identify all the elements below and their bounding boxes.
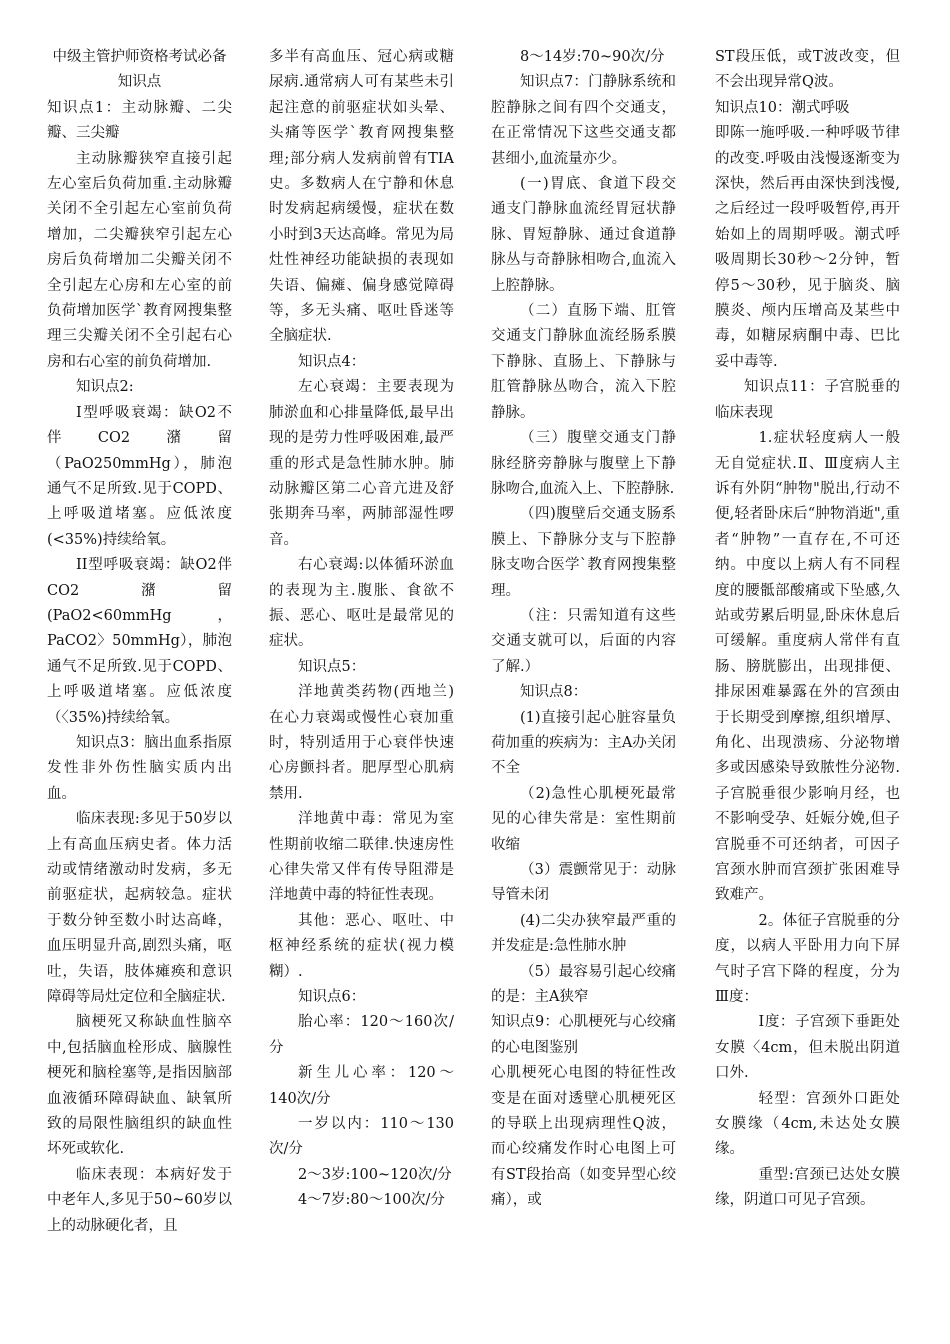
heading-point-4: 知识点4： (298, 353, 366, 370)
paragraph: 心肌梗死心电图的特征性改变是在面对透壁心肌梗死区的导联上出现病理性Q波，而心绞痛发作时心电图上可有ST段抬高（如变异型心绞痛），或 (491, 1065, 676, 1209)
list-item: 8～14岁:70~90次/分 (520, 49, 665, 65)
heading-point-3: 知识点3：脑出血系指原发性非外伤性脑实质内出血。 (47, 734, 232, 802)
paragraph: 即陈一施呼吸.一种呼吸节律的改变.呼吸由浅慢逐渐变为深快，然后再由深快到浅慢,之后经过一段呼吸暂停,再开始如上的周期呼吸。潮式呼吸周期长30秒～2分钟，暂停5～30秒，见于脑炎、脑膜炎、颅内压增高及某些中毒，如糖尿病酮中毒、巴比妥中毒等. (715, 125, 900, 370)
note: （注：只需知道有这些交通支就可以，后面的内容了解.） (491, 607, 676, 675)
column-2 (269, 45, 454, 1214)
paragraph: 右心衰竭:以体循环淤血的表现为主.腹胀、食欲不振、恶心、呕吐是最常见的症状。 (269, 557, 454, 650)
heading-point-5: 知识点5： (298, 658, 366, 675)
list-item: 4～7岁:80～100次/分 (298, 1192, 445, 1209)
column-1 (47, 45, 232, 1239)
paragraph: (一)胃底、食道下段交通支门静脉血流经胃冠状静脉、胃短静脉、通过食道静脉丛与奇静脉相吻合,血流入上腔静脉。 (491, 176, 676, 294)
paragraph: 临床表现:多见于50岁以上有高血压病史者。体力活动或情绪激动时发病，多无前驱症状，起病较急。症状于数分钟至数小时达高峰，血压明显升高,剧烈头痛，呕吐，失语，肢体瘫痪和意识障碍等局灶定位和全脑症状. (47, 811, 232, 1006)
paragraph: 主动脉瓣狭窄直接引起左心室后负荷加重.主动脉瓣关闭不全引起左心室前负荷增加，二尖瓣狭窄引起左心房后负荷增加二尖瓣关闭不全引起左心房和左心室的前负荷增加医学`教育网搜集整理三尖瓣关闭不全引起右心房和右心室的前负荷增加. (47, 150, 232, 370)
paragraph: 其他：恶心、呕吐、中枢神经系统的症状(视力模糊）. (269, 912, 454, 980)
paragraph: 左心衰竭：主要表现为肺淤血和心排量降低,最早出现的是劳力性呼吸困难,最严重的形式是急性肺水肿。肺动脉瓣区第二心音亢进及舒张期奔马率，两肺部湿性啰音。 (269, 379, 454, 548)
paragraph: 轻型：宫颈外口距处女膜缘（4cm,未达处女膜缘。 (715, 1090, 900, 1158)
heading-point-9: 知识点9：心肌梗死与心绞痛的心电图鉴别 (491, 1014, 676, 1056)
heading-point-2: 知识点2: (76, 379, 134, 396)
paragraph: （二）直肠下端、肛管交通支门静脉血流经肠系膜下静脉、直肠上、下静脉与肛管静脉丛吻合，流入下腔静脉。 (491, 303, 676, 421)
heading-point-7: 知识点7：门静脉系统和腔静脉之间有四个交通支，在正常情况下这些交通支都甚细小,血流量亦少。 (491, 74, 676, 167)
list-item: (4)二尖办狭窄最严重的并发症是:急性肺水肿 (491, 912, 676, 955)
paragraph: 洋地黄类药物(西地兰)在心力衰竭或慢性心衰加重时，特别适用于心衰伴快速心房颤抖者。肥厚型心肌病禁用. (269, 684, 454, 802)
paragraph: 1.症状轻度病人一般无自觉症状.Ⅱ、Ⅲ度病人主诉有外阴“肿物"脱出,行动不便,轻者卧床后“肿物消逝",重者“肿物”一直存在,不可还纳。中度以上病人有不同程度的腰骶部酸痛或下坠感,久站或劳累后明显,卧床休息后可缓解。重度病人常伴有直肠、膀胱膨出，出现排便、排尿困难暴露在外的宫颈由于长期受到摩擦,组织增厚、角化、出现溃疡、分泌物增多或因感染导致脓性分泌物.子宫脱垂很少影响月经，也不影响受孕、妊娠分娩,但子宫脱垂不可还纳者，可因子宫颈水肿而宫颈扩张困难导致难产。 (715, 430, 900, 904)
heading-point-1: 知识点1：主动脉瓣、二尖瓣、三尖瓣 (47, 99, 232, 142)
heading-point-6: 知识点6： (298, 989, 366, 1006)
list-item: (1)直接引起心脏容量负荷加重的疾病为：主A办关闭不全 (491, 709, 676, 777)
paragraph: Ⅰ度：子宫颈下垂距处女膜〈4cm，但未脱出阴道口外. (715, 1014, 900, 1082)
list-item: 一岁以内：110～130次/分 (269, 1116, 454, 1158)
paragraph: 临床表现：本病好发于中老年人,多见于50~60岁以上的动脉硬化者，且 (47, 1166, 232, 1234)
paragraph: （三）腹壁交通支门静脉经脐旁静脉与腹壁上下静脉吻合,血流入上、下腔静脉. (491, 430, 676, 497)
paragraph: 重型:宫颈已达处女膜缘，阴道口可见子宫颈。 (715, 1166, 900, 1209)
list-item: 2～3岁:100~120次/分 (298, 1166, 452, 1183)
heading-point-10: 知识点10：潮式呼吸 (715, 99, 850, 116)
paragraph: II型呼吸衰竭：缺O2伴CO2潴留(PaO2<60mmHg，PaCO2〉50mmHg），肺泡通气不足所致.见于COPD、上呼吸道堵塞。应低浓度（〈35%)持续给氧。 (47, 557, 232, 726)
list-item: 新生儿心率：120～140次/分 (269, 1065, 454, 1107)
column-4 (715, 45, 900, 1214)
paragraph: 洋地黄中毒：常见为室性期前收缩二联律.快速房性心律失常又伴有传导阻滞是洋地黄中毒的特征性表现。 (269, 811, 454, 904)
list-item: （5）最容易引起心绞痛的是：主A狭窄 (491, 963, 676, 1006)
paragraph: ST段压低，或T波改变，但不会出现异常Q波。 (715, 49, 900, 91)
list-item: （2)急性心肌梗死最常见的心律失常是：室性期前收缩 (491, 785, 676, 853)
paragraph: 多半有高血压、冠心病或糖尿病.通常病人可有某些未引起注意的前驱症状如头晕、头痛等医学`教育网搜集整理;部分病人发病前曾有TIA史。多数病人在宁静和休息时发病起病缓慢，症状在数小时到3天达高峰。常见为局灶性神经功能缺损的表现如失语、偏瘫、偏身感觉障碍等，多无头痛、呕吐昏迷等全脑症状. (269, 49, 454, 345)
heading-point-8: 知识点8： (520, 684, 588, 701)
paragraph: 2。体征子宫脱垂的分度，以病人平卧用力向下屏气时子宫下降的程度，分为Ⅲ度： (715, 912, 900, 1006)
paragraph: I型呼吸衰竭：缺O2不伴CO2潴留（PaO250mmHg），肺泡通气不足所致.见于COPD、上呼吸道堵塞。应低浓度(<35%)持续给氧。 (47, 404, 232, 548)
list-item: 胎心率：120～160次/分 (269, 1014, 454, 1056)
heading-point-11: 知识点11：子宫脱垂的临床表现 (715, 379, 900, 421)
list-item: （3）震颤常见于：动脉导管未闭 (491, 862, 676, 904)
column-3 (491, 45, 676, 1214)
paragraph: 脑梗死又称缺血性脑卒中,包括脑血栓形成、脑腺性梗死和脑栓塞等,是指因脑部血液循环障碍缺血、缺氧所致的局限性脑组织的缺血性坏死或软化. (47, 1014, 232, 1158)
document-title: 中级主管护师资格考试必备知识点 (52, 49, 227, 91)
paragraph: （四)腹壁后交通支肠系膜上、下静脉分支与下腔静脉支吻合医学`教育网搜集整理。 (491, 506, 676, 599)
